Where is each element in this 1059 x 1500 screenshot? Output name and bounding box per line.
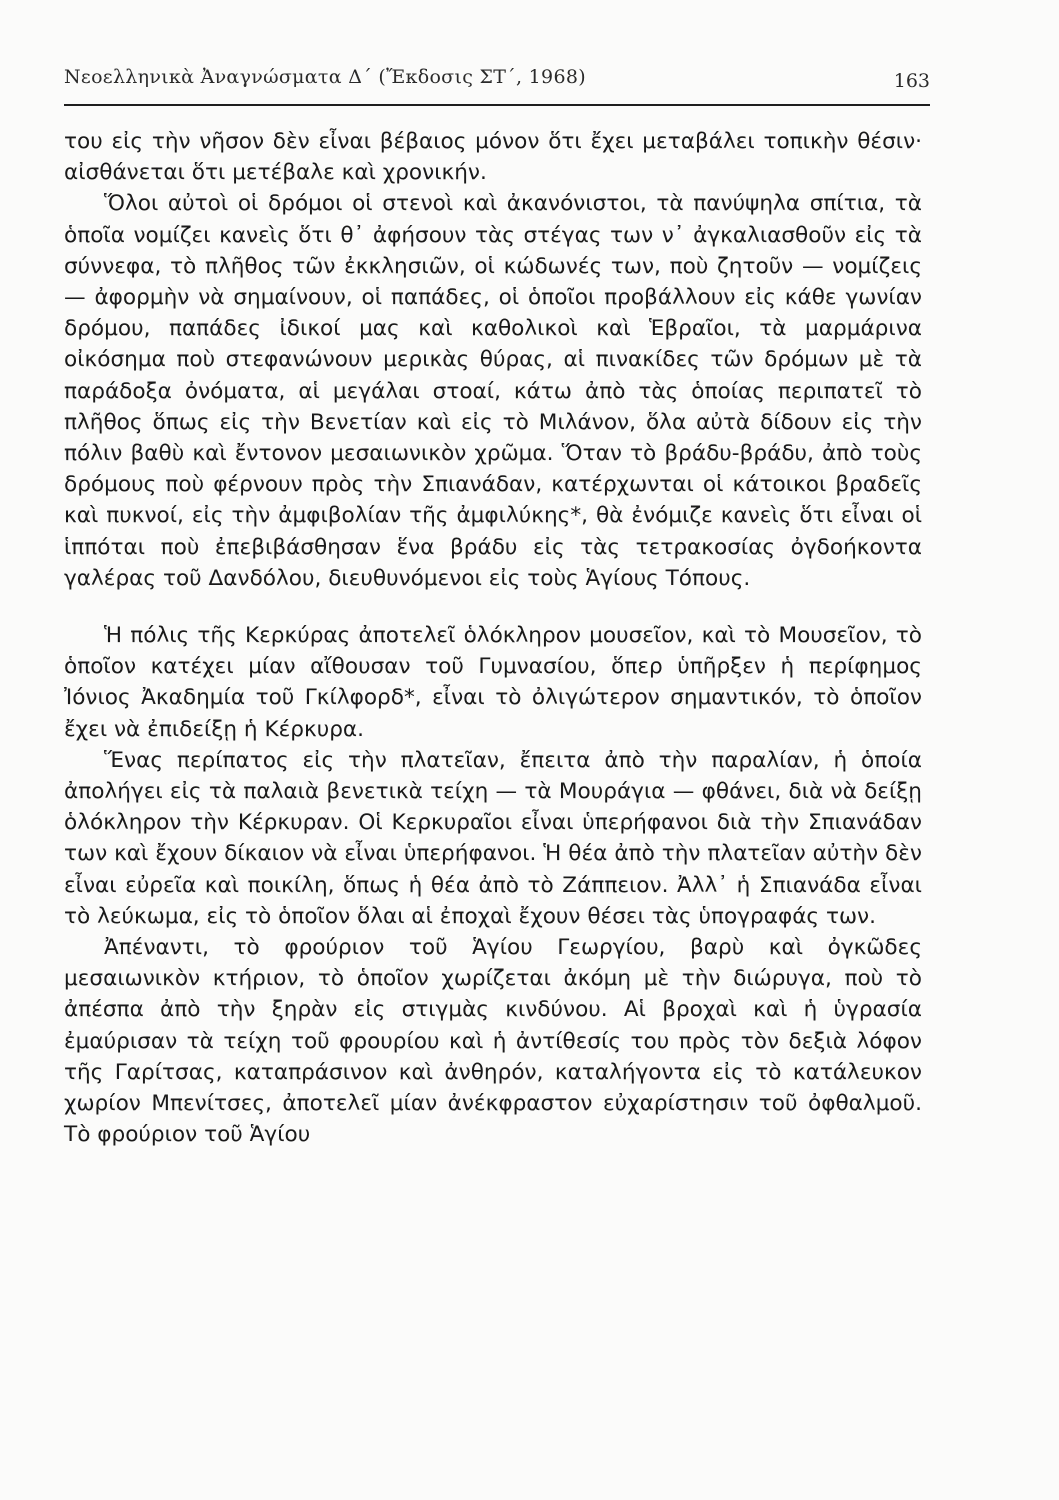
- running-head-title: Νεοελληνικὰ Ἀναγνώσματα Δ΄ (Ἔκδοσις ΣΤ΄, 1968): [64, 66, 586, 88]
- body-text: [64, 126, 922, 1151]
- page-number: 163: [893, 70, 930, 92]
- header-rule: [64, 104, 930, 106]
- running-head: [64, 66, 930, 96]
- paragraph-continuation: του εἰς τὴν νῆσον δὲν εἶναι βέβαιος μόνον ὅτι ἔχει μεταβάλει τοπικὴν θέσιν· αἰσθάνεται ὅτι μετέβαλε καὶ χρονικήν.: [64, 129, 922, 186]
- paragraph: Ἡ πόλις τῆς Κερκύρας ἀποτελεῖ ὁλόκληρον μουσεῖον, καὶ τὸ Μουσεῖον, τὸ ὁποῖον κατέχει μίαν αἴθουσαν τοῦ Γυμνασίου, ὅπερ ὑπῆρξεν ἡ περίφημος Ἰόνιος Ἀκαδημία τοῦ Γκίλφορδ*, εἶναι τὸ ὀλιγώτερον σημαντικόν, τὸ ὁποῖον ἔχει νὰ ἐπιδείξῃ ἡ Κέρκυρα.: [64, 623, 922, 742]
- paragraph: Ὅλοι αὐτοὶ οἱ δρόμοι οἱ στενοὶ καὶ ἀκανόνιστοι, τὰ πανύψηλα σπίτια, τὰ ὁποῖα νομίζει κανεὶς ὅτι θ᾿ ἀφήσουν τὰς στέγας των ν᾿ ἀγκαλιασθοῦν εἰς τὰ σύννεφα, τὸ πλῆθος τῶν ἐκκλησιῶν, οἱ κώδωνές των, ποὺ ζητοῦν — νομίζεις — ἀφορμὴν νὰ σημαίνουν, οἱ παπάδες, οἱ ὁποῖοι προβάλλουν εἰς κάθε γωνίαν δρόμου, παπάδες ἰδικοί μας καὶ καθολικοὶ καὶ Ἑβραῖοι, τὰ μαρμάρινα οἰκόσημα ποὺ στεφανώνουν μερικὰς θύρας, αἱ πινακίδες τῶν δρόμων μὲ τὰ παράδοξα ὀνόματα, αἱ μεγάλαι στοαί, κάτω ἀπὸ τὰς ὁποίας περιπατεῖ τὸ πλῆθος ὅπως εἰς τὴν Βενετίαν καὶ εἰς τὸ Μιλάνον, ὅλα αὐτὰ δίδουν εἰς τὴν πόλιν βαθὺ καὶ ἔντονον μεσαιωνικὸν χρῶμα. Ὅταν τὸ βράδυ-βράδυ, ἀπὸ τοὺς δρόμους ποὺ φέρνουν πρὸς τὴν Σπιανάδαν, κατέρχωνται οἱ κάτοικοι βραδεῖς καὶ πυκνοί, εἰς τὴν ἀμφιβολίαν τῆς ἀμφιλύκης*, θὰ ἐνόμιζε κανεὶς ὅτι εἶναι οἱ ἱππόται ποὺ ἐπεβιβάσθησαν ἕνα βράδυ εἰς τὰς τετρακοσίας ὀγδοήκοντα γαλέρας τοῦ Δανδόλου, διευθυνόμενοι εἰς τοὺς Ἁγίους Τόπους.: [64, 191, 922, 591]
- paragraph: Ἕνας περίπατος εἰς τὴν πλατεῖαν, ἔπειτα ἀπὸ τὴν παραλίαν, ἡ ὁποία ἀπολήγει εἰς τὰ παλαιὰ βενετικὰ τείχη — τὰ Μουράγια — φθάνει, διὰ νὰ δείξῃ ὁλόκληρον τὴν Κέρκυραν. Οἱ Κερκυραῖοι εἶναι ὑπερήφανοι διὰ τὴν Σπιανάδαν των καὶ ἔχουν δίκαιον νὰ εἶναι ὑπερήφανοι. Ἡ θέα ἀπὸ τὴν πλατεῖαν αὐτὴν δὲν εἶναι εὐρεῖα καὶ ποικίλη, ὅπως ἡ θέα ἀπὸ τὸ Ζάππειον. Ἀλλ᾿ ἡ Σπιανάδα εἶναι τὸ λεύκωμα, εἰς τὸ ὁποῖον ὅλαι αἱ ἐποχαὶ ἔχουν θέσει τὰς ὑπογραφάς των.: [64, 747, 922, 929]
- paragraph: Ἀπέναντι, τὸ φρούριον τοῦ Ἁγίου Γεωργίου, βαρὺ καὶ ὀγκῶδες μεσαιωνικὸν κτήριον, τὸ ὁποῖον χωρίζεται ἀκόμη μὲ τὴν διώρυγα, ποὺ τὸ ἀπέσπα ἀπὸ τὴν ξηρὰν εἰς στιγμὰς κινδύνου. Αἱ βροχαὶ καὶ ἡ ὑγρασία ἐμαύρισαν τὰ τείχη τοῦ φρουρίου καὶ ἡ ἀντίθεσίς του πρὸς τὸν δεξιὰ λόφον τῆς Γαρίτσας, καταπράσινον καὶ ἀνθηρόν, καταλήγοντα εἰς τὸ κατάλευκον χωρίον Μπενίτσες, ἀποτελεῖ μίαν ἀνέκφραστον εὐχαρίστησιν τοῦ ὀφθαλμοῦ. Τὸ φρούριον τοῦ Ἁγίου: [64, 935, 922, 1148]
